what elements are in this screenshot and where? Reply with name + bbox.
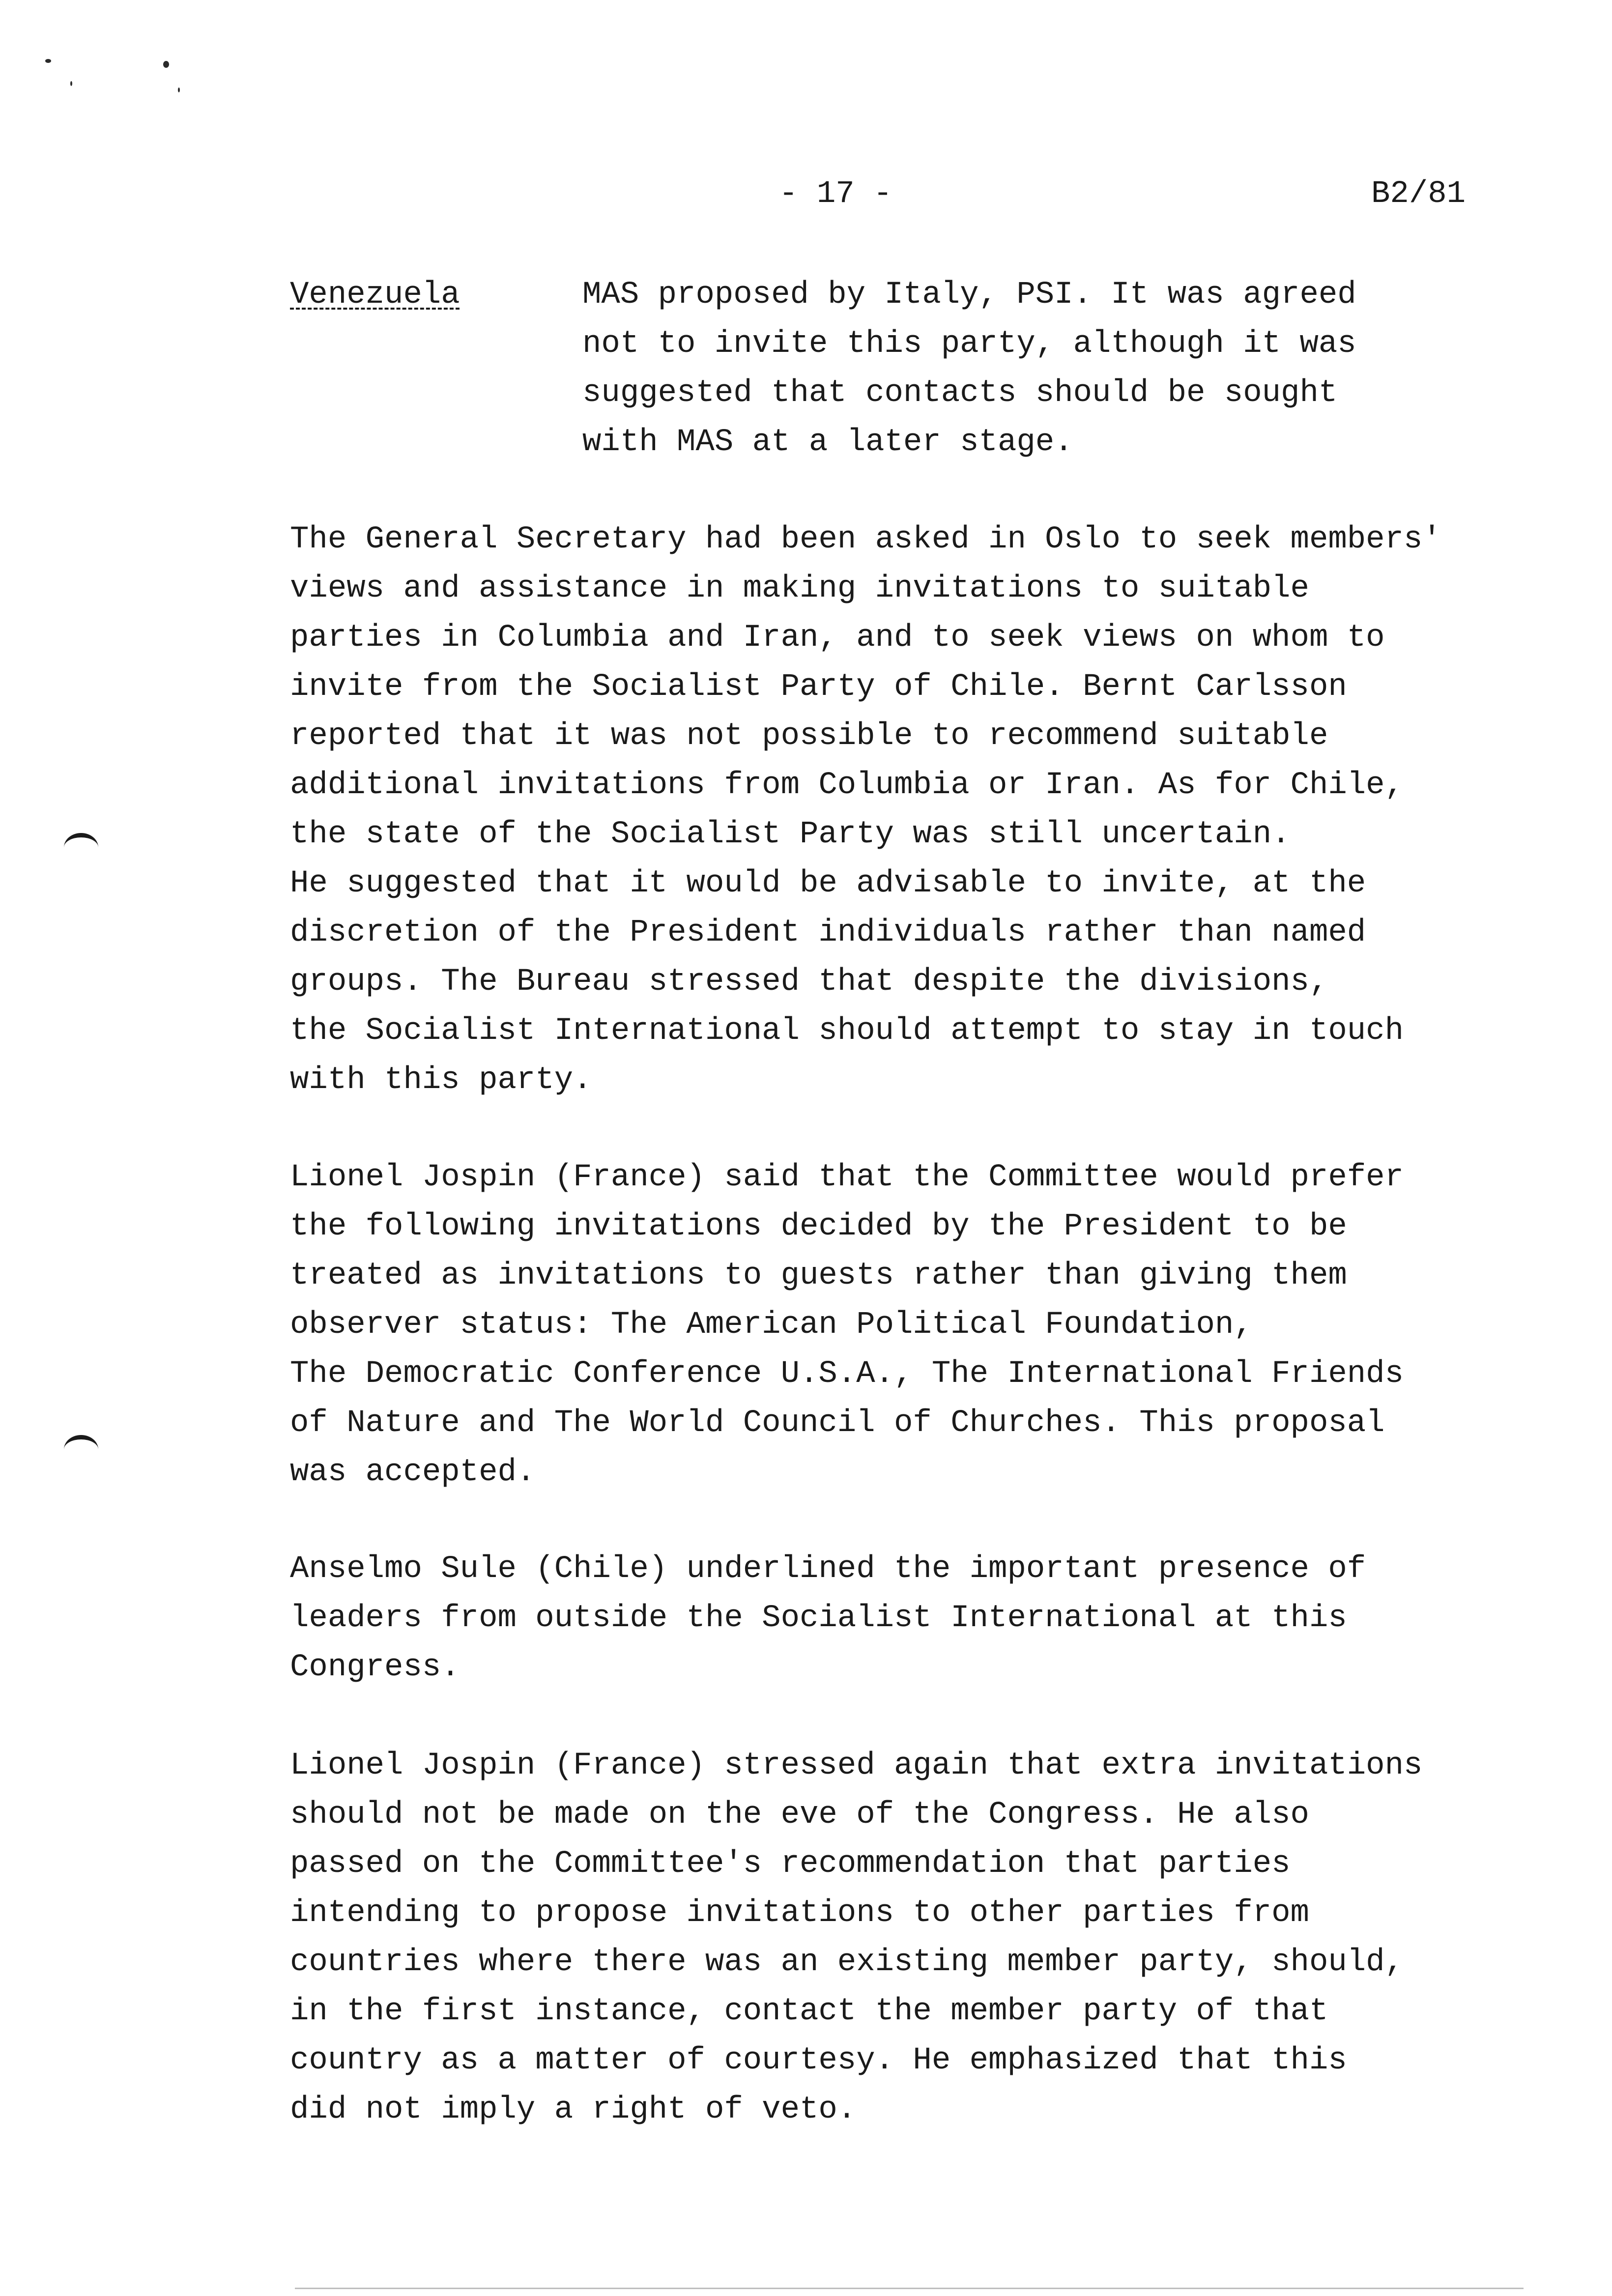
page-header bbox=[0, 174, 1612, 214]
paragraph-sule-presence: Anselmo Sule (Chile) underlined the important presence of leaders from outside the Socialist International at this Congress. bbox=[290, 1551, 1366, 1685]
section-text-venezuela: MAS proposed by Italy, PSI. It was agreed not to invite this party, although it was suggested that contacts should be sought with MAS at a later stage. bbox=[582, 277, 1356, 460]
scan-speck bbox=[178, 87, 180, 92]
punch-hole-mark bbox=[64, 1435, 98, 1464]
punch-hole-mark bbox=[64, 833, 98, 862]
scan-speck bbox=[163, 61, 169, 68]
document-reference: B2/81 bbox=[1371, 176, 1466, 212]
paragraph-jospin-observer-status: Lionel Jospin (France) said that the Committee would prefer the following invitations decided by the President to be treated as invitations to guests rather than giving them observer status: The American Political Foundation, The Democratic Conference U.S.A., The International Friends of Nature and The World Council of Churches. This proposal was accepted. bbox=[290, 1160, 1404, 1490]
paragraph-jospin-invitations: Lionel Jospin (France) stressed again that extra invitations should not be made on the eve of the Congress. He also passed on the Committee's recommendation that parties intending to propose invitations to other parties from countries where there was an existing member party, should, in the first instance, contact the member party of that country as a matter of courtesy. He emphasized that this did not imply a right of veto. bbox=[290, 1748, 1423, 2127]
page-number: - 17 - bbox=[779, 176, 892, 212]
scan-speck bbox=[70, 81, 72, 86]
bottom-edge-line bbox=[295, 2288, 1524, 2289]
paragraph-general-secretary: The General Secretary had been asked in Oslo to seek members' views and assistance in making invitations to suitable parties in Columbia and Iran, and to seek views on whom to invite from the Socialist Party of Chile. Bernt Carlsson reported that it was not possible to recommend suitable additional invitations from Columbia or Iran. As for Chile, the state of the Socialist Party was still uncertain. He suggested that it would be advisable to invite, at the discretion of the President individuals rather than named groups. The Bureau stressed that despite the divisions, the Socialist International should attempt to stay in touch with this party. bbox=[290, 522, 1441, 1098]
section-label-venezuela: Venezuela bbox=[290, 277, 460, 313]
scan-speck bbox=[45, 59, 51, 63]
